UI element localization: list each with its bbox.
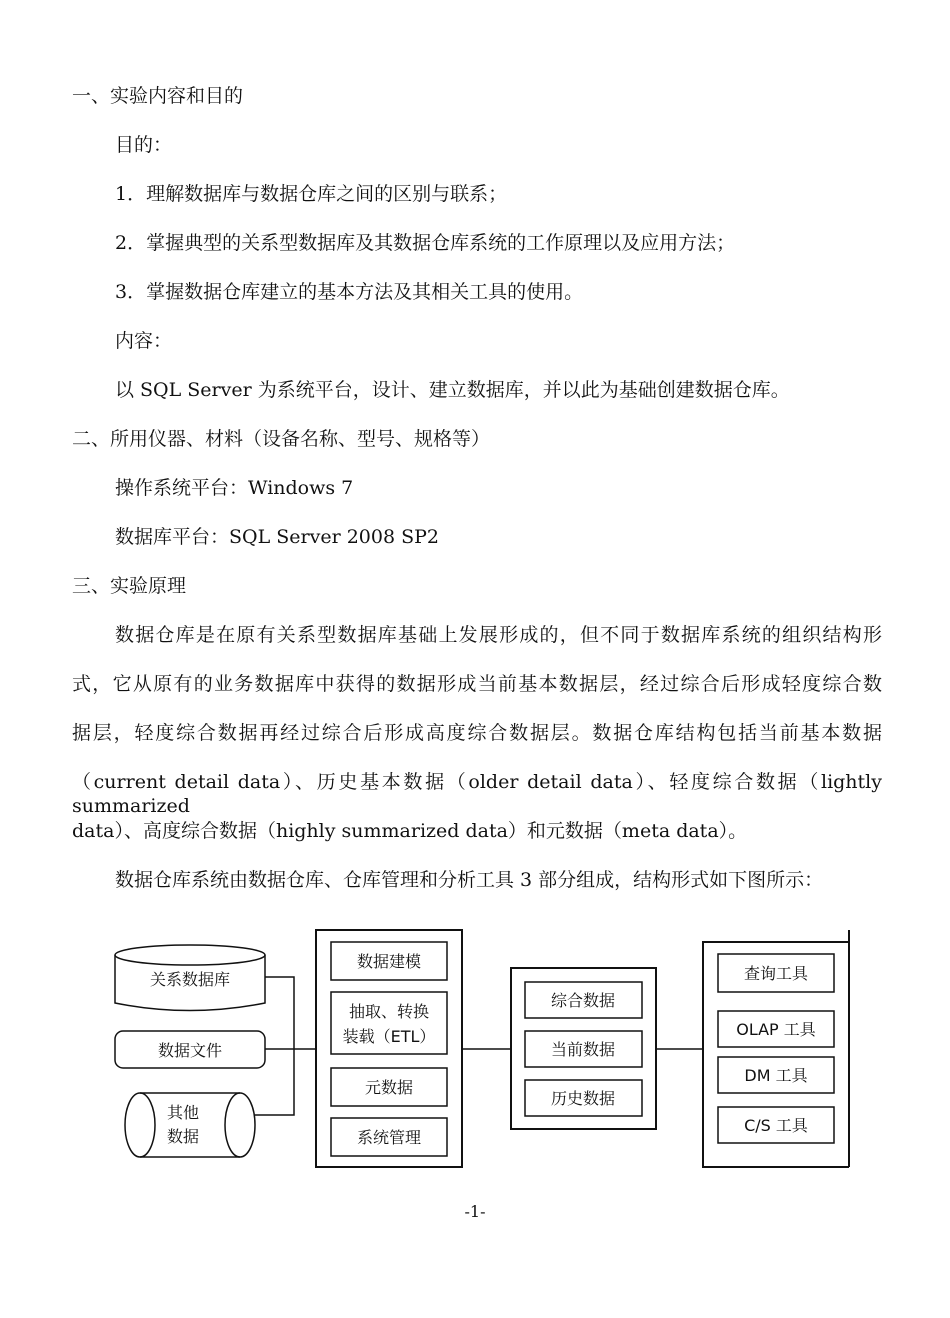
purpose-item: 2．掌握典型的关系型数据库及其数据仓库系统的工作原理以及应用方法； <box>115 232 736 254</box>
cs-label: C/S 工具 <box>744 1116 808 1135</box>
principle-line: 据层，轻度综合数据再经过综合后形成高度综合数据层。数据仓库结构包括当前基本数据 <box>72 722 882 744</box>
dm-label: DM 工具 <box>744 1066 808 1085</box>
os-platform: 操作系统平台：Windows 7 <box>115 477 354 499</box>
source-connectors <box>255 977 316 1115</box>
history-label: 历史数据 <box>550 1089 616 1108</box>
relational-db-label: 关系数据库 <box>149 970 231 989</box>
etl-label-2: 装载（ETL） <box>342 1027 436 1046</box>
section3-heading: 三、实验原理 <box>72 575 187 597</box>
other-data-label-2: 数据 <box>166 1127 200 1146</box>
principle-para2: 数据仓库系统由数据仓库、仓库管理和分析工具 3 部分组成，结构形式如下图所示： <box>115 869 824 891</box>
section2-heading: 二、所用仪器、材料（设备名称、型号、规格等） <box>72 428 491 450</box>
purpose-item: 3．掌握数据仓库建立的基本方法及其相关工具的使用。 <box>115 281 584 303</box>
purpose-label: 目的： <box>115 134 173 156</box>
principle-line: （current detail data）、历史基本数据（older detail data）、轻度综合数据（lightly summarized <box>72 771 882 817</box>
relational-db-top <box>115 945 265 965</box>
db-platform: 数据库平台：SQL Server 2008 SP2 <box>115 526 439 548</box>
data-file-label: 数据文件 <box>157 1041 223 1060</box>
metadata-label: 元数据 <box>364 1078 414 1097</box>
modeling-label: 数据建模 <box>356 952 422 971</box>
page-number: -1- <box>464 1202 486 1221</box>
principle-line: 数据仓库是在原有关系型数据库基础上发展形成的，但不同于数据库系统的组织结构形 <box>115 624 882 646</box>
etl-label-1: 抽取、转换 <box>348 1002 430 1021</box>
section1-heading: 一、实验内容和目的 <box>72 85 244 107</box>
content-text: 以 SQL Server 为系统平台，设计、建立数据库，并以此为基础创建数据仓库。 <box>115 379 790 401</box>
sysmgmt-label: 系统管理 <box>356 1128 422 1147</box>
summary-label: 综合数据 <box>550 991 616 1010</box>
principle-line: 式，它从原有的业务数据库中获得的数据形成当前基本数据层，经过综合后形成轻度综合数 <box>72 673 882 695</box>
other-data-label-1: 其他 <box>166 1103 200 1122</box>
content-label: 内容： <box>115 330 173 352</box>
query-label: 查询工具 <box>743 964 809 983</box>
olap-label: OLAP 工具 <box>736 1020 816 1039</box>
principle-line: data）、高度综合数据（highly summarized data）和元数据（meta data）。 <box>72 820 748 842</box>
purpose-item: 1．理解数据库与数据仓库之间的区别与联系； <box>115 183 508 205</box>
current-label: 当前数据 <box>550 1040 616 1059</box>
